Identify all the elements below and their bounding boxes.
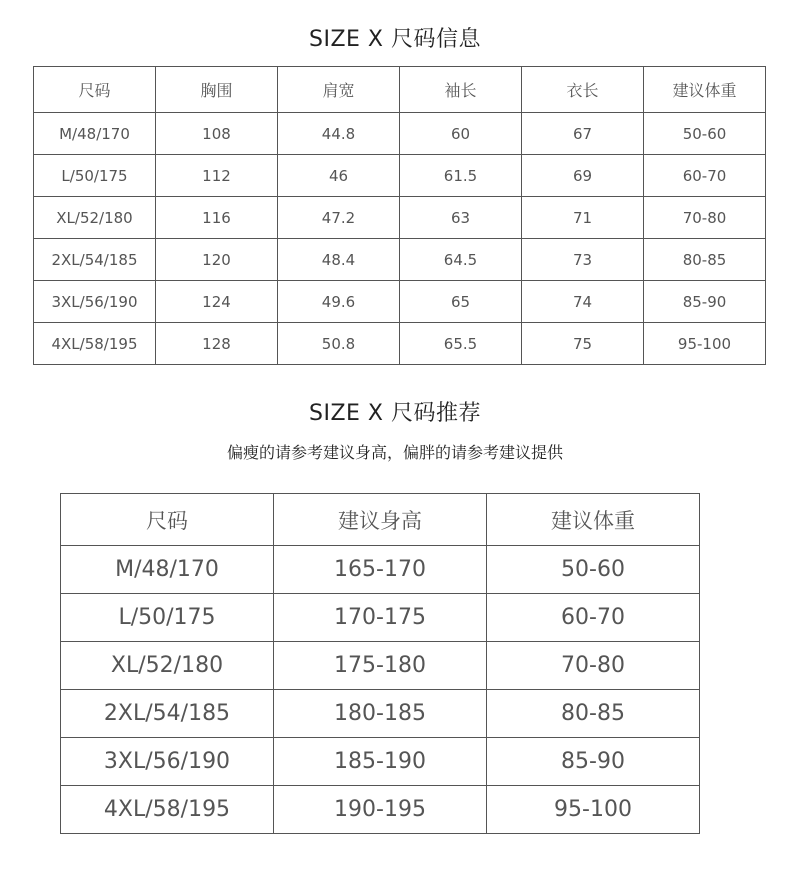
- table-cell: 60-70: [487, 594, 700, 642]
- size-info-table: [33, 66, 766, 365]
- header-cell: 建议体重: [644, 67, 766, 113]
- table-cell: 69: [522, 155, 644, 197]
- table-cell: 67: [522, 113, 644, 155]
- table-cell: 4XL/58/195: [34, 323, 156, 365]
- table-cell: 70-80: [644, 197, 766, 239]
- size-recommend-subtitle: 偏瘦的请参考建议身高，偏胖的请参考建议提供: [226, 443, 563, 462]
- table-row: [61, 738, 700, 786]
- table-cell: 44.8: [278, 113, 400, 155]
- table-cell: 47.2: [278, 197, 400, 239]
- table-cell: 2XL/54/185: [61, 690, 274, 738]
- table-cell: 61.5: [400, 155, 522, 197]
- table-row: [61, 594, 700, 642]
- table-cell: 50-60: [487, 546, 700, 594]
- table-cell: 46: [278, 155, 400, 197]
- table-cell: 190-195: [274, 786, 487, 834]
- table-cell: 71: [522, 197, 644, 239]
- table-cell: 85-90: [487, 738, 700, 786]
- table-cell: 60-70: [644, 155, 766, 197]
- size-info-title: SIZE X 尺码信息: [309, 27, 481, 52]
- table-cell: 3XL/56/190: [34, 281, 156, 323]
- table-cell: 80-85: [644, 239, 766, 281]
- table-cell: 48.4: [278, 239, 400, 281]
- table-row: [61, 546, 700, 594]
- table-cell: 170-175: [274, 594, 487, 642]
- table-cell: 165-170: [274, 546, 487, 594]
- table-cell: 60: [400, 113, 522, 155]
- table-cell: 65.5: [400, 323, 522, 365]
- table-cell: 70-80: [487, 642, 700, 690]
- table-cell: 116: [156, 197, 278, 239]
- table-cell: 74: [522, 281, 644, 323]
- table-row: [34, 113, 766, 155]
- table-cell: 175-180: [274, 642, 487, 690]
- table-cell: 112: [156, 155, 278, 197]
- header-cell: 建议身高: [274, 494, 487, 546]
- header-cell: 袖长: [400, 67, 522, 113]
- table-cell: 2XL/54/185: [34, 239, 156, 281]
- table-row: [34, 155, 766, 197]
- table-row: [61, 690, 700, 738]
- table-cell: 4XL/58/195: [61, 786, 274, 834]
- table-cell: 124: [156, 281, 278, 323]
- table-cell: 50.8: [278, 323, 400, 365]
- table-cell: 95-100: [644, 323, 766, 365]
- table-row: [34, 281, 766, 323]
- table-row: [61, 642, 700, 690]
- table-cell: 128: [156, 323, 278, 365]
- table-cell: M/48/170: [61, 546, 274, 594]
- header-cell: 肩宽: [278, 67, 400, 113]
- table-row: [34, 239, 766, 281]
- table-row: [61, 786, 700, 834]
- table-cell: 75: [522, 323, 644, 365]
- header-cell: 尺码: [61, 494, 274, 546]
- table-row: [34, 323, 766, 365]
- table-cell: 80-85: [487, 690, 700, 738]
- table-cell: L/50/175: [61, 594, 274, 642]
- table-cell: 73: [522, 239, 644, 281]
- table-cell: 63: [400, 197, 522, 239]
- table-cell: 180-185: [274, 690, 487, 738]
- header-cell: 衣长: [522, 67, 644, 113]
- header-cell: 胸围: [156, 67, 278, 113]
- table-cell: 95-100: [487, 786, 700, 834]
- table-row: [34, 197, 766, 239]
- table-cell: 65: [400, 281, 522, 323]
- table-cell: 49.6: [278, 281, 400, 323]
- header-cell: 建议体重: [487, 494, 700, 546]
- table-cell: 64.5: [400, 239, 522, 281]
- table-cell: M/48/170: [34, 113, 156, 155]
- header-cell: 尺码: [34, 67, 156, 113]
- size-recommend-table: [60, 493, 700, 834]
- table-cell: 185-190: [274, 738, 487, 786]
- table-cell: 85-90: [644, 281, 766, 323]
- table-cell: L/50/175: [34, 155, 156, 197]
- table-cell: 108: [156, 113, 278, 155]
- table-cell: 3XL/56/190: [61, 738, 274, 786]
- table-header-row: [61, 494, 700, 546]
- size-recommend-title: SIZE X 尺码推荐: [309, 401, 481, 426]
- table-cell: 120: [156, 239, 278, 281]
- table-cell: XL/52/180: [61, 642, 274, 690]
- table-cell: XL/52/180: [34, 197, 156, 239]
- table-cell: 50-60: [644, 113, 766, 155]
- table-header-row: [34, 67, 766, 113]
